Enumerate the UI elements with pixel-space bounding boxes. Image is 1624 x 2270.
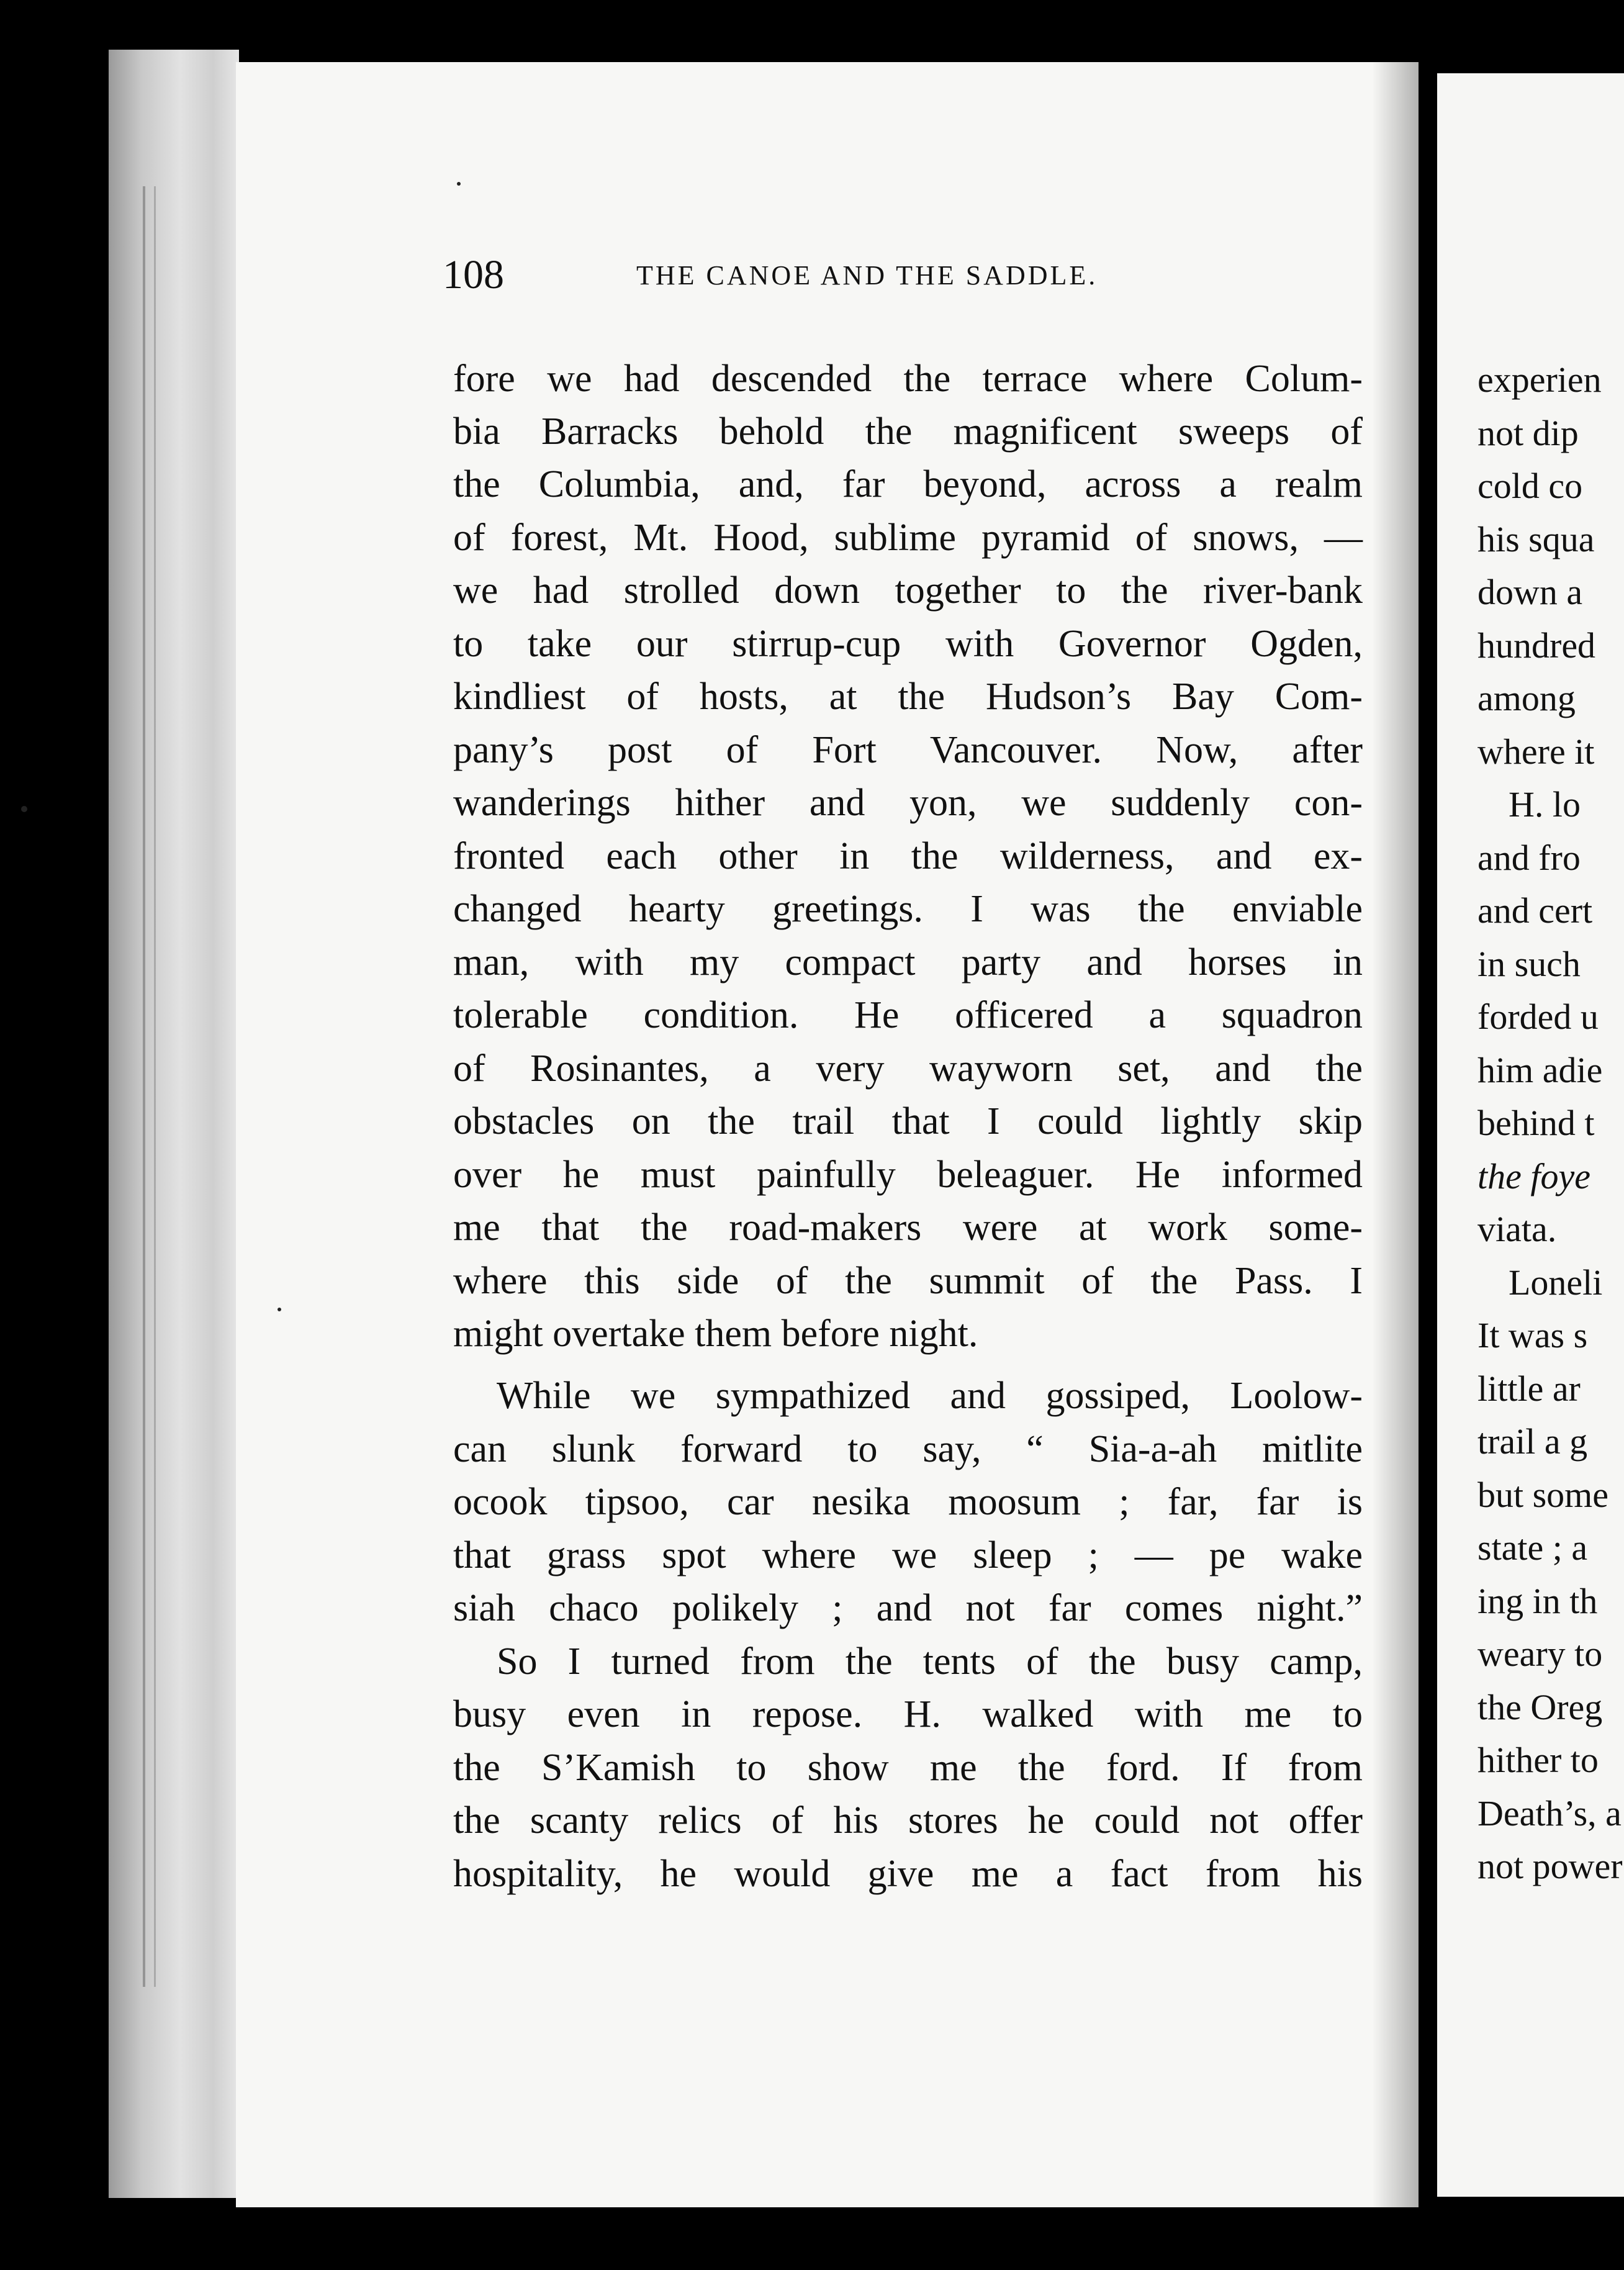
body-line: of forest, Mt. Hood, sublime pyramid of snows, — — [453, 517, 1363, 559]
body-line: can slunk forward to say, “ Sia-a-ah mitlite — [453, 1428, 1363, 1470]
facing-line: forded u — [1477, 997, 1599, 1037]
binding-lines — [143, 186, 156, 1987]
body-line: we had strolled down together to the river-bank — [453, 569, 1363, 612]
facing-line: in such — [1477, 944, 1581, 984]
body-line: wanderings hither and yon, we suddenly con- — [453, 782, 1363, 824]
body-line: fore we had descended the terrace where Colum- — [453, 358, 1363, 400]
page-edges — [109, 50, 239, 2198]
facing-line: H. lo — [1509, 784, 1581, 825]
body-line: obstacles on the trail that I could lightly skip — [453, 1100, 1363, 1142]
body-line: might overtake them before night. — [453, 1313, 978, 1355]
facing-line: It was s — [1477, 1315, 1588, 1355]
body-line: man, with my compact party and horses in — [453, 941, 1363, 984]
speck — [277, 1308, 281, 1311]
facing-line: him adie — [1477, 1050, 1603, 1090]
facing-line: viata. — [1477, 1209, 1557, 1249]
speck — [21, 806, 27, 812]
body-line: of Rosinantes, a very wayworn set, and the — [453, 1047, 1363, 1090]
body-line: the S’Kamish to show me the ford. If from — [453, 1747, 1363, 1789]
facing-line: not power — [1477, 1846, 1623, 1886]
facing-line: state ; a — [1477, 1527, 1588, 1568]
facing-line: and cert — [1477, 890, 1593, 931]
facing-line: ing in th — [1477, 1581, 1598, 1621]
facing-line: where it — [1477, 731, 1595, 772]
facing-line: but some — [1477, 1475, 1609, 1515]
body-line: siah chaco polikely ; and not far comes night.” — [453, 1587, 1363, 1629]
facing-line: behind t — [1477, 1103, 1595, 1143]
facing-line: among — [1477, 678, 1576, 718]
body-line: pany’s post of Fort Vancouver. Now, after — [453, 729, 1363, 771]
facing-line: his squa — [1477, 519, 1595, 559]
facing-line: hither to — [1477, 1740, 1599, 1780]
body-line: fronted each other in the wilderness, and ex- — [453, 835, 1363, 877]
facing-line: cold co — [1477, 466, 1583, 506]
facing-line: the Oreg — [1477, 1687, 1603, 1727]
body-line: ocook tipsoo, car nesika moosum ; far, far is — [453, 1481, 1363, 1523]
facing-line: not dip — [1477, 413, 1579, 453]
body-line: So I turned from the tents of the busy camp, — [497, 1640, 1363, 1683]
body-line: the scanty relics of his stores he could not offer — [453, 1799, 1363, 1842]
body-line: over he must painfully beleaguer. He informed — [453, 1154, 1363, 1196]
gutter-shadow — [1372, 62, 1419, 2207]
facing-line: and fro — [1477, 838, 1581, 878]
body-line: kindliest of hosts, at the Hudson’s Bay Com- — [453, 676, 1363, 718]
facing-line: experien — [1477, 359, 1602, 400]
facing-line: trail a g — [1477, 1421, 1588, 1462]
body-line: where this side of the summit of the Pass. I — [453, 1260, 1363, 1302]
speck — [457, 182, 461, 186]
body-line: the Columbia, and, far beyond, across a realm — [453, 463, 1363, 505]
body-line: busy even in repose. H. walked with me to — [453, 1693, 1363, 1735]
body-line: that grass spot where we sleep ; — pe wake — [453, 1534, 1363, 1576]
facing-line: Death’s, a — [1477, 1793, 1622, 1834]
facing-line: down a — [1477, 572, 1583, 612]
page-number: 108 — [443, 252, 504, 297]
body-line: While we sympathized and gossiped, Loolow- — [497, 1375, 1363, 1417]
body-line: me that the road-makers were at work some- — [453, 1206, 1363, 1249]
running-head: THE CANOE AND THE SADDLE. — [636, 260, 1098, 291]
body-line: changed hearty greetings. I was the enviable — [453, 888, 1363, 930]
body-line: hospitality, he would give me a fact from his — [453, 1853, 1363, 1895]
body-line: to take our stirrup-cup with Governor Ogden, — [453, 623, 1363, 665]
facing-line: Loneli — [1509, 1262, 1603, 1303]
body-line: bia Barracks behold the magnificent sweeps of — [453, 410, 1363, 453]
facing-line: the foye — [1477, 1156, 1590, 1196]
facing-line: weary to — [1477, 1634, 1603, 1674]
facing-line: little ar — [1477, 1368, 1581, 1409]
body-line: tolerable condition. He officered a squadron — [453, 994, 1363, 1036]
facing-line: hundred — [1477, 625, 1596, 666]
